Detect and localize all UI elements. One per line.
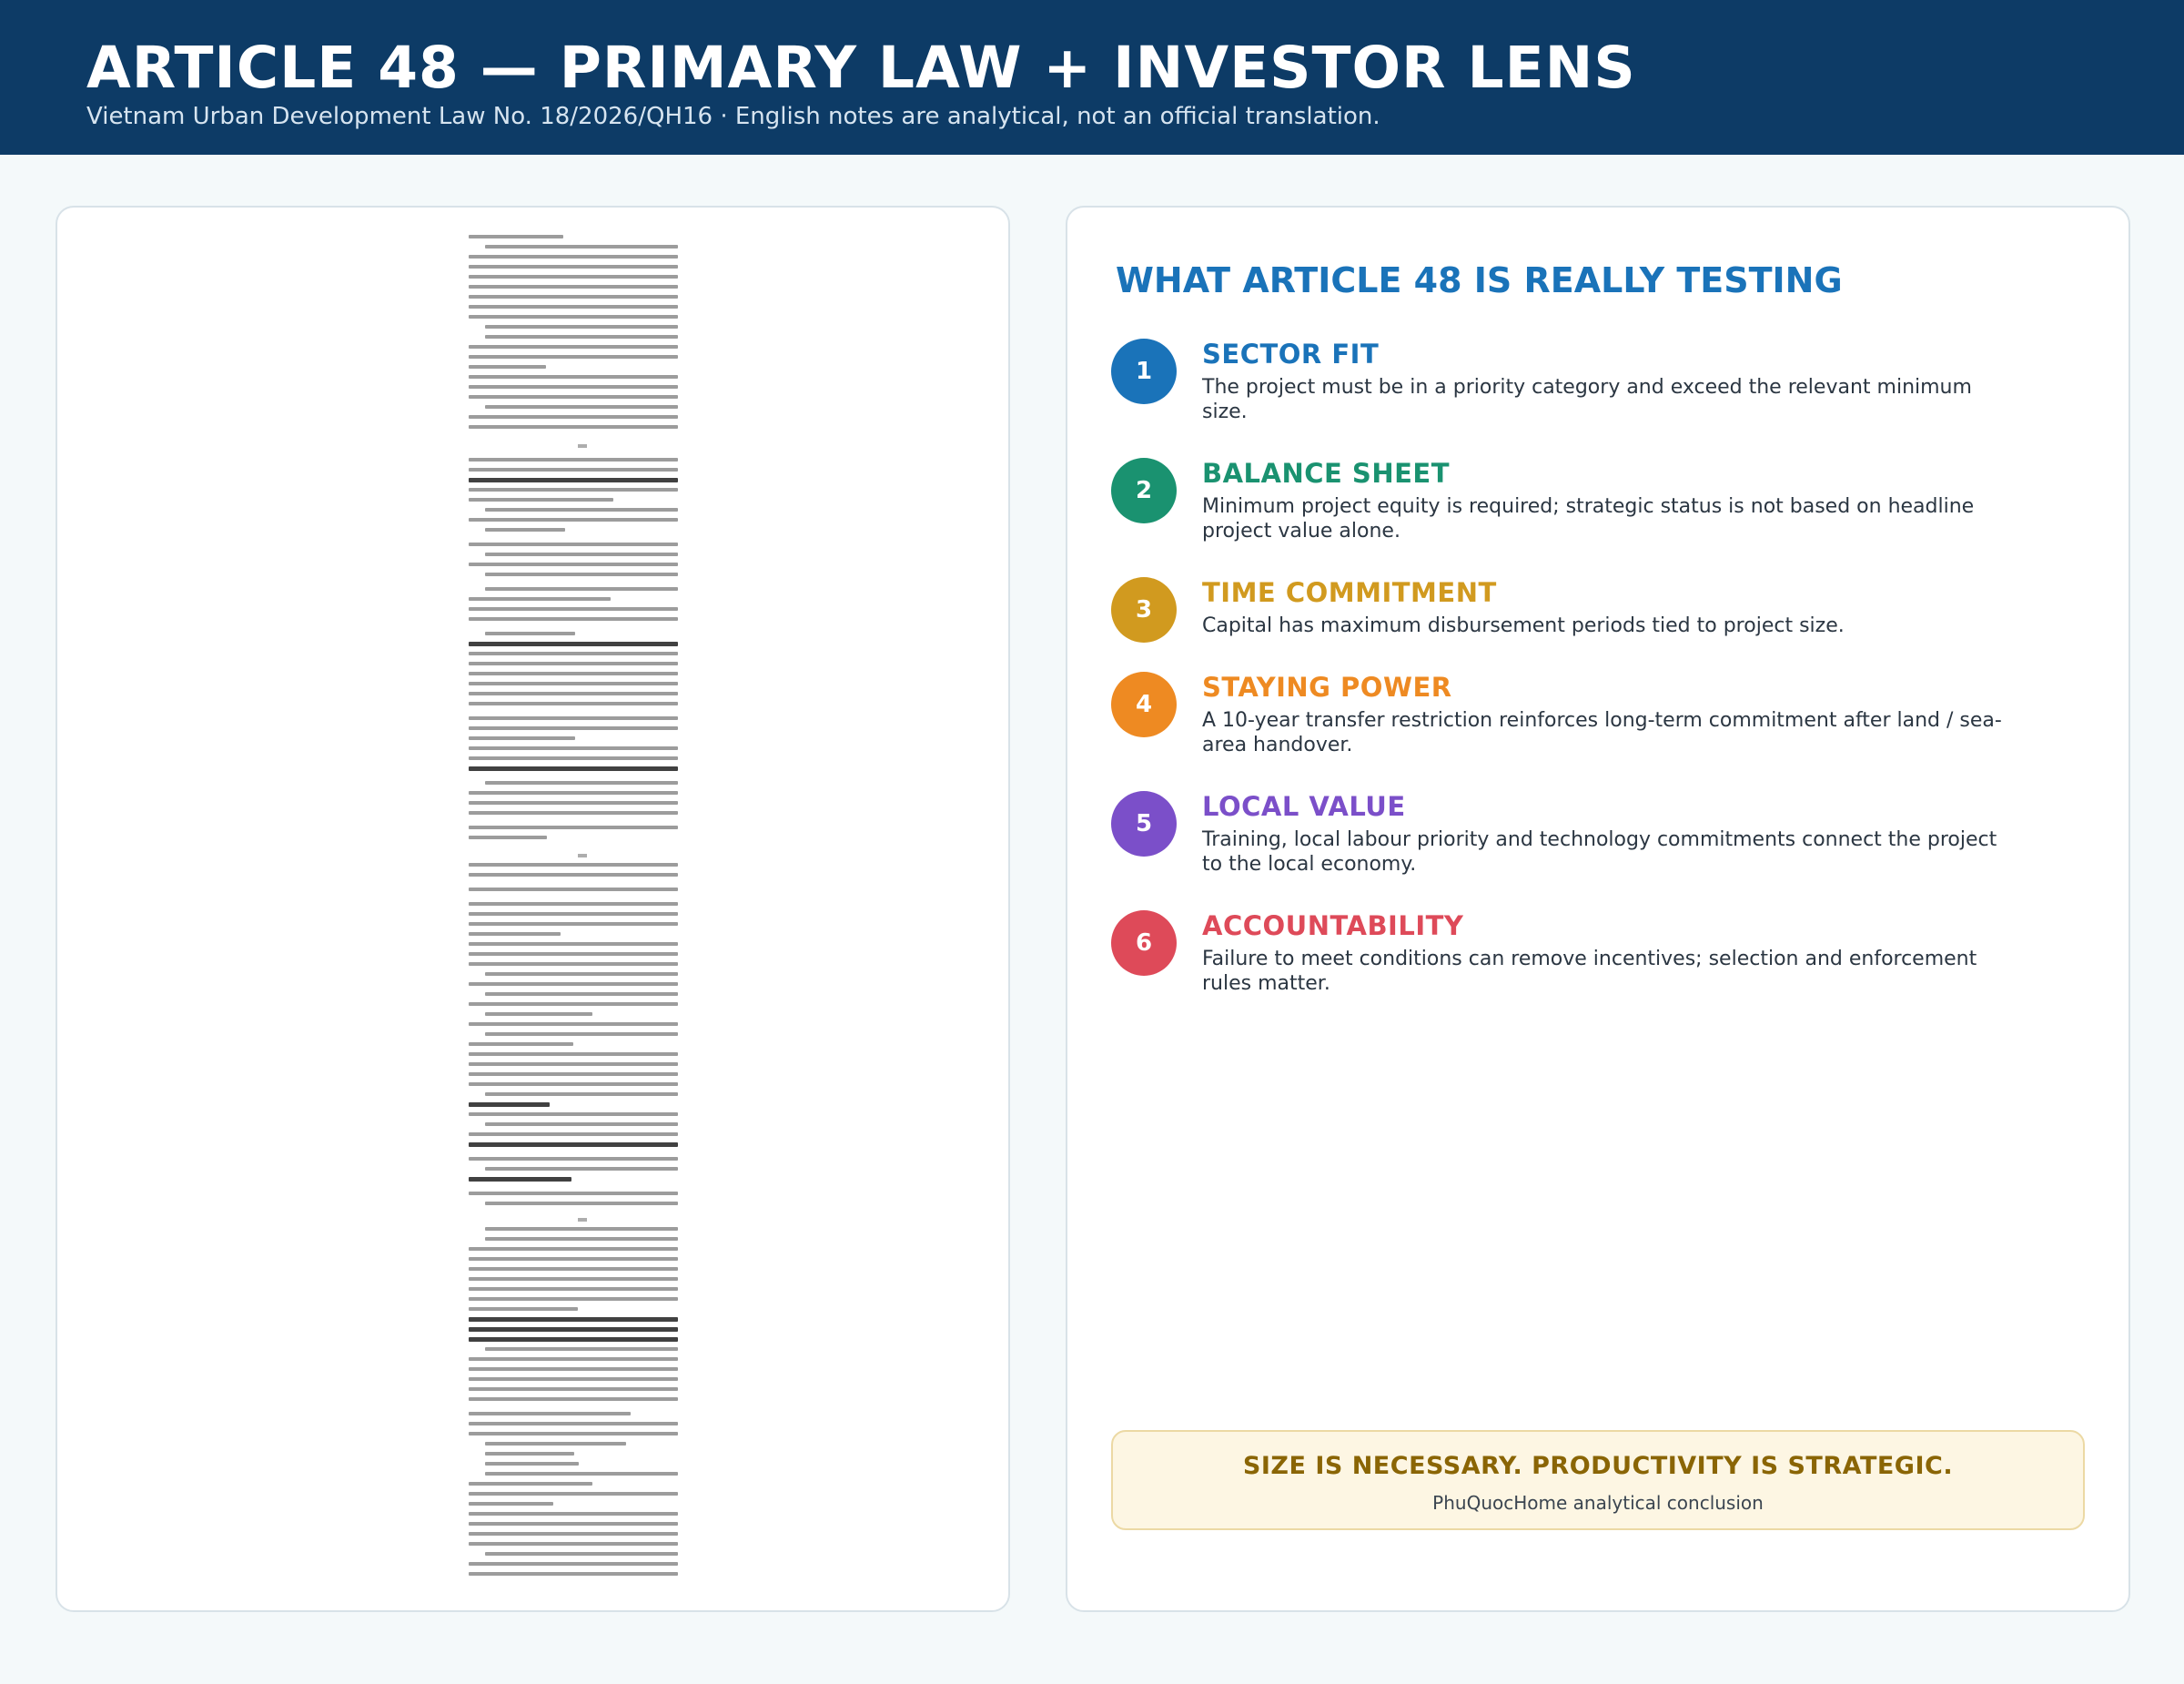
scanned-text-line <box>469 415 678 419</box>
scanned-text-line <box>469 922 678 926</box>
scanned-text-line <box>469 716 678 720</box>
page-title: ARTICLE 48 — PRIMARY LAW + INVESTOR LENS <box>86 35 1636 101</box>
scanned-text-line <box>485 992 678 996</box>
scanned-text-line <box>469 597 611 601</box>
scanned-text-line <box>469 952 678 956</box>
scanned-text-line <box>485 1227 678 1231</box>
page-number-mark <box>578 854 587 857</box>
item-number-badge: 4 <box>1111 672 1177 737</box>
scanned-text-line <box>469 1387 678 1391</box>
scanned-text-line <box>469 1412 631 1415</box>
analysis-item <box>1111 910 2094 1010</box>
analysis-item <box>1111 577 2094 677</box>
scanned-text-line <box>469 932 561 936</box>
scanned-text-line <box>469 468 678 472</box>
scanned-text-line <box>485 1462 579 1466</box>
scanned-text-line <box>469 498 613 502</box>
scanned-text-line <box>469 375 678 379</box>
law-document-panel <box>56 206 1010 1612</box>
scanned-text-line <box>485 325 678 329</box>
item-title: BALANCE SHEET <box>1202 458 1450 489</box>
scanned-text-line <box>469 425 678 429</box>
scanned-text-line <box>485 1167 678 1171</box>
scanned-text-line <box>485 972 678 976</box>
scanned-text-line <box>469 642 678 646</box>
scanned-text-line <box>469 1177 571 1182</box>
scanned-text-line <box>469 1112 678 1116</box>
scanned-text-line <box>485 1237 678 1241</box>
scanned-text-line <box>485 528 565 532</box>
scanned-text-line <box>469 746 678 750</box>
scanned-text-line <box>469 365 546 369</box>
scanned-text-line <box>469 1357 678 1361</box>
scanned-text-line <box>469 395 678 399</box>
scanned-text-line <box>469 652 678 655</box>
scanned-law-page <box>469 235 696 1582</box>
scanned-text-line <box>469 478 678 482</box>
scanned-text-line <box>485 1552 678 1556</box>
scanned-text-line <box>485 632 575 635</box>
scanned-text-line <box>485 1122 678 1126</box>
item-title: ACCOUNTABILITY <box>1202 910 1464 941</box>
item-number-badge: 5 <box>1111 791 1177 857</box>
scanned-text-line <box>469 662 678 665</box>
scanned-text-line <box>469 756 678 760</box>
scanned-text-line <box>469 1337 678 1342</box>
scanned-text-line <box>485 1472 678 1476</box>
scanned-text-line <box>469 1022 678 1026</box>
scanned-text-line <box>469 1082 678 1086</box>
conclusion-title: SIZE IS NECESSARY. PRODUCTIVITY IS STRATEGIC. <box>1242 1452 1954 1480</box>
scanned-text-line <box>469 1042 573 1046</box>
scanned-text-line <box>469 962 678 966</box>
item-title: STAYING POWER <box>1202 672 1452 703</box>
page-number-mark <box>578 1218 587 1222</box>
scanned-text-line <box>469 1492 678 1496</box>
scanned-text-line <box>469 1482 592 1486</box>
item-description: Capital has maximum disbursement periods tied to project size. <box>1202 614 1845 637</box>
scanned-text-line <box>469 1422 678 1425</box>
scanned-text-line <box>469 1572 678 1576</box>
scanned-text-line <box>469 315 678 319</box>
scanned-text-line <box>469 912 678 916</box>
scanned-text-line <box>469 1432 678 1435</box>
scanned-text-line <box>469 1512 678 1516</box>
scanned-text-line <box>469 295 678 299</box>
scanned-text-line <box>469 488 678 492</box>
scanned-text-line <box>485 1452 574 1456</box>
scanned-text-line <box>469 692 678 695</box>
scanned-text-line <box>469 1562 678 1566</box>
scanned-text-line <box>469 902 678 906</box>
scanned-text-line <box>469 1397 678 1401</box>
scanned-text-line <box>469 1267 678 1271</box>
scanned-text-line <box>469 518 678 522</box>
scanned-text-line <box>469 1307 578 1311</box>
scanned-text-line <box>485 1202 678 1205</box>
scanned-text-line <box>469 1142 678 1147</box>
scanned-text-line <box>469 801 678 805</box>
scanned-text-line <box>469 275 678 279</box>
item-description: Failure to meet conditions can remove incentives; selection and enforcement rules matter. <box>1202 948 1977 995</box>
scanned-text-line <box>469 563 678 566</box>
scanned-text-line <box>469 826 678 829</box>
scanned-text-line <box>469 1367 678 1371</box>
scanned-text-line <box>469 355 678 359</box>
scanned-text-line <box>469 682 678 685</box>
scanned-text-line <box>469 1002 678 1006</box>
scanned-text-line <box>469 1327 678 1332</box>
analysis-item <box>1111 672 2094 772</box>
scanned-text-line <box>469 836 547 839</box>
scanned-text-line <box>485 335 678 339</box>
scanned-text-line <box>485 587 678 591</box>
scanned-text-line <box>469 1297 678 1301</box>
scanned-text-line <box>469 1192 678 1195</box>
item-description: The project must be in a priority category and exceed the relevant minimum size. <box>1202 376 1972 423</box>
scanned-text-line <box>469 1052 678 1056</box>
item-number-badge: 3 <box>1111 577 1177 643</box>
scanned-text-line <box>469 1377 678 1381</box>
item-number-badge: 1 <box>1111 339 1177 404</box>
scanned-text-line <box>485 1347 678 1351</box>
scanned-text-line <box>469 1287 678 1291</box>
scanned-text-line <box>469 982 678 986</box>
scanned-text-line <box>485 781 678 785</box>
page-header <box>0 0 2184 155</box>
scanned-text-line <box>469 942 678 946</box>
scanned-text-line <box>469 736 575 740</box>
scanned-text-line <box>469 766 678 771</box>
scanned-text-line <box>469 1062 678 1066</box>
scanned-text-line <box>469 617 678 621</box>
scanned-text-line <box>469 1247 678 1251</box>
scanned-text-line <box>469 1542 678 1546</box>
scanned-text-line <box>469 1257 678 1261</box>
scanned-text-line <box>469 345 678 349</box>
scanned-text-line <box>469 1102 550 1107</box>
scanned-text-line <box>485 508 678 512</box>
scanned-text-line <box>469 1317 678 1322</box>
scanned-text-line <box>469 235 563 238</box>
scanned-text-line <box>469 285 678 289</box>
scanned-text-line <box>469 1532 678 1536</box>
scanned-text-line <box>469 863 678 867</box>
scanned-text-line <box>469 1277 678 1281</box>
scanned-text-line <box>469 607 678 611</box>
item-description: Training, local labour priority and technology commitments connect the project to the local economy. <box>1202 828 1997 876</box>
scanned-text-line <box>469 791 678 795</box>
scanned-text-line <box>469 1132 678 1136</box>
analysis-item <box>1111 339 2094 439</box>
item-title: SECTOR FIT <box>1202 339 1380 370</box>
page-subtitle: Vietnam Urban Development Law No. 18/2026/QH16 · English notes are analytical, not an official translation. <box>86 103 1380 130</box>
item-title: TIME COMMITMENT <box>1202 577 1497 608</box>
scanned-text-line <box>469 888 678 891</box>
scanned-text-line <box>469 672 678 675</box>
scanned-text-line <box>469 702 678 705</box>
scanned-text-line <box>469 1502 553 1506</box>
page-number-mark <box>578 444 587 448</box>
scanned-text-line <box>469 458 678 462</box>
scanned-text-line <box>469 305 678 309</box>
analysis-title: WHAT ARTICLE 48 IS REALLY TESTING <box>1116 260 1843 300</box>
scanned-text-line <box>469 811 678 815</box>
scanned-text-line <box>485 245 678 249</box>
scanned-text-line <box>485 1012 592 1016</box>
scanned-text-line <box>485 1442 626 1446</box>
item-title: LOCAL VALUE <box>1202 791 1406 822</box>
scanned-text-line <box>469 726 678 730</box>
scanned-text-line <box>469 1157 678 1161</box>
scanned-text-line <box>469 255 678 259</box>
scanned-text-line <box>469 1072 678 1076</box>
analysis-item <box>1111 458 2094 558</box>
scanned-text-line <box>485 405 678 409</box>
item-description: Minimum project equity is required; strategic status is not based on headline project value alone. <box>1202 495 1975 543</box>
conclusion-subtitle: PhuQuocHome analytical conclusion <box>1432 1492 1764 1514</box>
scanned-text-line <box>485 573 678 576</box>
scanned-text-line <box>485 1032 678 1036</box>
scanned-text-line <box>469 873 678 877</box>
scanned-text-line <box>485 553 678 556</box>
scanned-text-line <box>469 385 678 389</box>
analysis-item <box>1111 791 2094 891</box>
analysis-panel <box>1066 206 2130 1612</box>
conclusion-box <box>1111 1430 2085 1530</box>
item-description: A 10-year transfer restriction reinforces long-term commitment after land / sea-area handover. <box>1202 709 2002 756</box>
item-number-badge: 2 <box>1111 458 1177 523</box>
scanned-text-line <box>485 1092 678 1096</box>
scanned-text-line <box>469 1522 678 1526</box>
scanned-text-line <box>469 265 678 269</box>
scanned-text-line <box>469 543 678 546</box>
item-number-badge: 6 <box>1111 910 1177 976</box>
